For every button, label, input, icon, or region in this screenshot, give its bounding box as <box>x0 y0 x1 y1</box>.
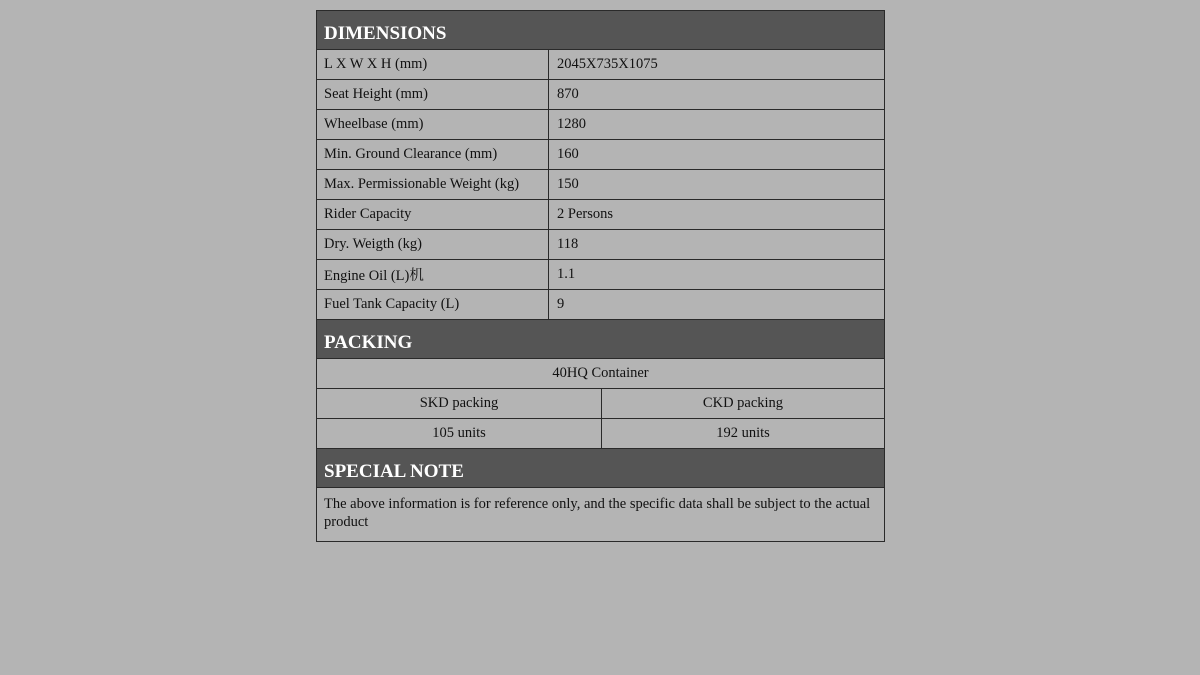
spec-label: L X W X H (mm) <box>317 50 549 80</box>
spec-value: 160 <box>549 140 885 170</box>
table-row <box>317 488 885 542</box>
spec-sheet <box>316 10 885 542</box>
packing-table <box>316 319 885 449</box>
spec-value: 2 Persons <box>549 200 885 230</box>
spec-label: Wheelbase (mm) <box>317 110 549 140</box>
special-note-table <box>316 448 885 542</box>
skd-packing-label: SKD packing <box>317 389 602 419</box>
table-row <box>317 230 885 260</box>
spec-label: Dry. Weigth (kg) <box>317 230 549 260</box>
spec-label: Seat Height (mm) <box>317 80 549 110</box>
container-type: 40HQ Container <box>317 359 885 389</box>
ckd-packing-label: CKD packing <box>602 389 885 419</box>
special-note-text: The above information is for reference only, and the specific data shall be subject to the actual product <box>317 488 885 542</box>
spec-value: 118 <box>549 230 885 260</box>
spec-value: 1.1 <box>549 260 885 290</box>
spec-value: 1280 <box>549 110 885 140</box>
spec-label: Engine Oil (L)机 <box>317 260 549 290</box>
spec-value: 9 <box>549 290 885 320</box>
spec-value: 870 <box>549 80 885 110</box>
ckd-packing-value: 192 units <box>602 419 885 449</box>
table-row <box>317 110 885 140</box>
dimensions-table <box>316 10 885 320</box>
spec-value: 150 <box>549 170 885 200</box>
table-row <box>317 290 885 320</box>
dimensions-title: DIMENSIONS <box>317 11 885 50</box>
special-note-header-row <box>317 449 885 488</box>
packing-header-row <box>317 320 885 359</box>
table-row <box>317 50 885 80</box>
spec-label: Max. Permissionable Weight (kg) <box>317 170 549 200</box>
spec-label: Min. Ground Clearance (mm) <box>317 140 549 170</box>
table-row <box>317 140 885 170</box>
spec-value: 2045X735X1075 <box>549 50 885 80</box>
dimensions-header-row <box>317 11 885 50</box>
table-row <box>317 419 885 449</box>
table-row <box>317 359 885 389</box>
table-row <box>317 200 885 230</box>
table-row <box>317 260 885 290</box>
table-row <box>317 80 885 110</box>
spec-label: Rider Capacity <box>317 200 549 230</box>
spec-label: Fuel Tank Capacity (L) <box>317 290 549 320</box>
packing-title: PACKING <box>317 320 885 359</box>
special-note-title: SPECIAL NOTE <box>317 449 885 488</box>
table-row <box>317 170 885 200</box>
skd-packing-value: 105 units <box>317 419 602 449</box>
table-row <box>317 389 885 419</box>
